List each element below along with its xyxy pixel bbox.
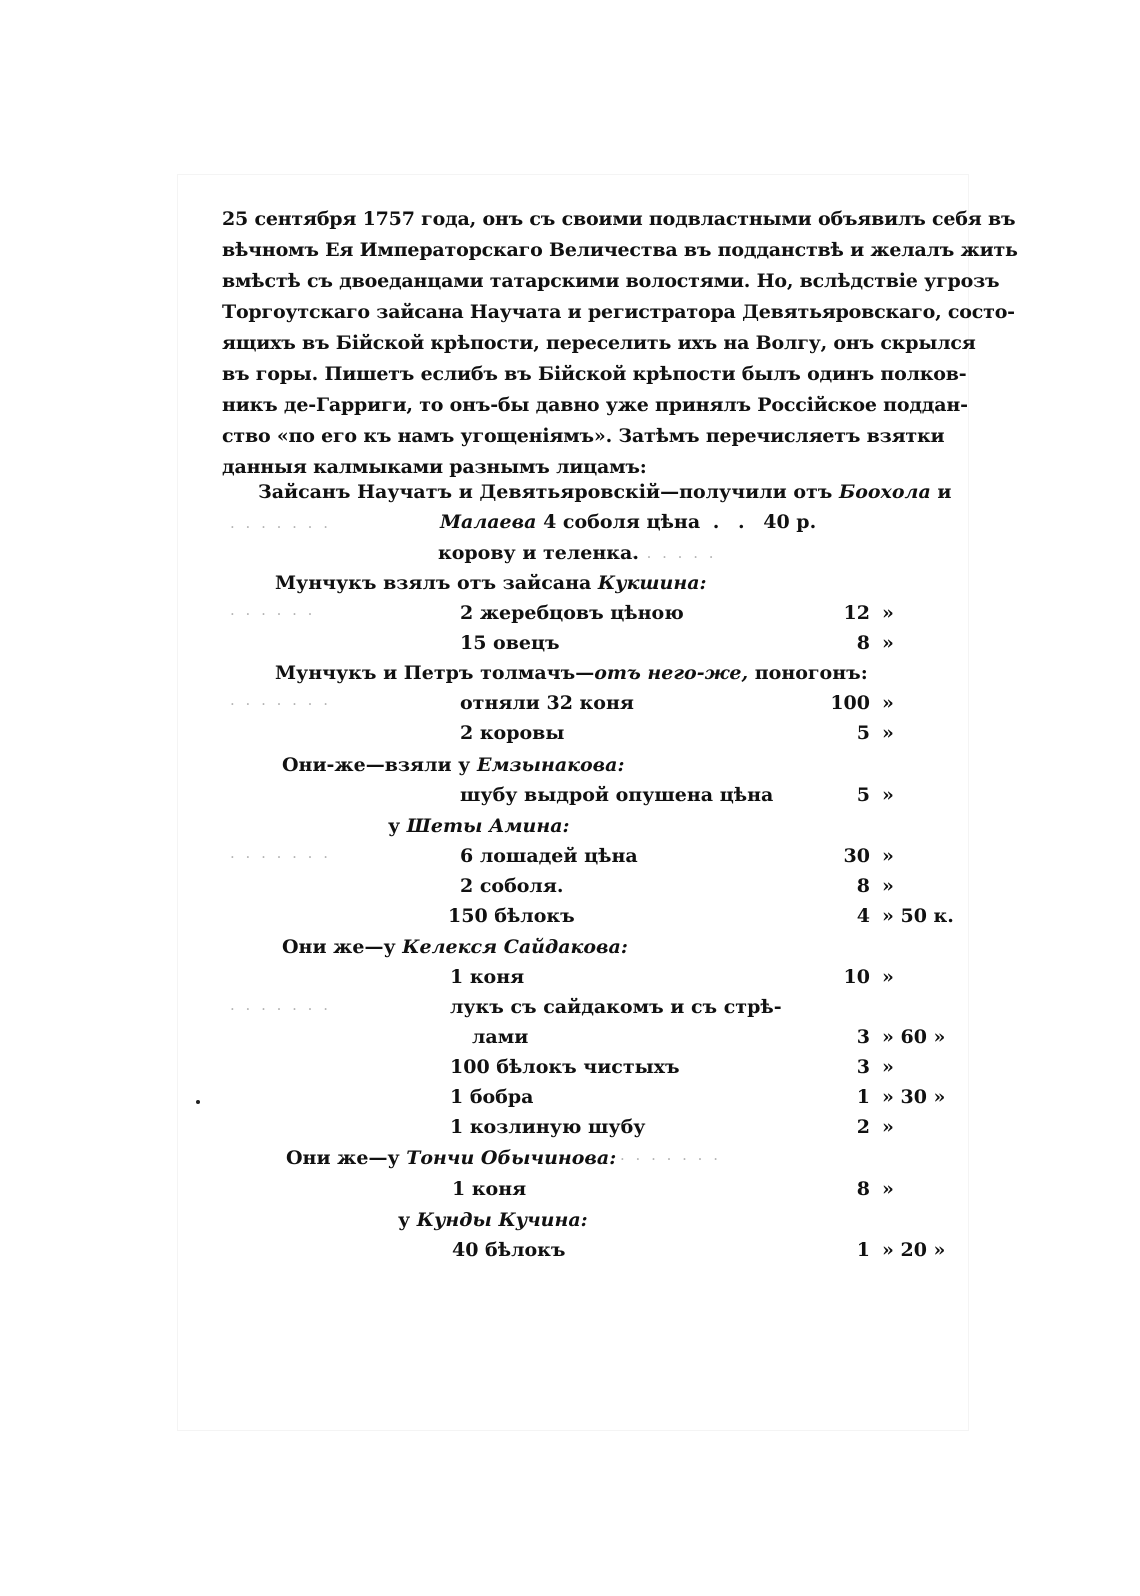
entry-header: [258, 477, 952, 507]
item-name: 15 овецъ: [460, 632, 560, 654]
ledger-row: [0, 780, 1140, 810]
ledger-row: [0, 992, 1140, 1022]
item-unit: » 50 к.: [882, 905, 954, 927]
entry-person: Емзынакова:: [476, 754, 625, 776]
entry-text: у: [398, 1209, 417, 1231]
item-value: 5: [856, 722, 870, 744]
ledger-row: [0, 1112, 1140, 1142]
entry-text: Мунчукъ и Петръ толмачъ—: [275, 662, 595, 684]
entry-header: [275, 658, 868, 688]
entry-header: [286, 1143, 616, 1173]
item-name: 150 бѣлокъ: [448, 905, 575, 927]
item-unit: »: [882, 602, 894, 624]
entry-person: Боохола: [838, 481, 931, 503]
paragraph-line: вмѣстѣ съ двоеданцами татарскими волостями. Но, вслѣдствіе угрозъ: [222, 270, 1000, 292]
ink-speck: [196, 1100, 200, 1104]
entry-text: 4 соболя цѣна: [536, 511, 701, 533]
item-unit: »: [882, 1056, 894, 1078]
entry-person: Тончи Обычинова:: [406, 1147, 617, 1169]
item-unit: »: [882, 692, 894, 714]
entry-person: Кукшина:: [597, 572, 707, 594]
ledger-row: [0, 718, 1140, 748]
item-value: 1: [856, 1086, 870, 1108]
item-name: 1 коня: [450, 966, 525, 988]
paragraph-line: никъ де-Гарриги, то онъ-бы давно уже принялъ Россійское поддан-: [222, 394, 968, 416]
paragraph-line: ство «по его къ намъ угощеніямъ». Затѣмъ перечисляетъ взятки: [222, 425, 945, 447]
ledger-row: [0, 871, 1140, 901]
ledger-row: [0, 688, 1140, 718]
item-unit: »: [882, 1178, 894, 1200]
entry-text: поногонъ:: [748, 662, 868, 684]
paragraph-line: ящихъ въ Бійской крѣпости, переселить ихъ на Волгу, онъ скрылся: [222, 332, 976, 354]
entry-person: Малаева: [440, 511, 537, 533]
item-unit: »: [882, 722, 894, 744]
item-name: 40 бѣлокъ: [452, 1239, 566, 1261]
item-name: 2 соболя.: [460, 875, 564, 897]
ledger-row: [0, 628, 1140, 658]
item-value: 10: [843, 966, 870, 988]
bleed-through: · · · · · · ·: [230, 1000, 331, 1018]
bleed-through: · · · · · ·: [230, 605, 316, 623]
item-value: 8: [856, 875, 870, 897]
entry-line: Малаева 4 соболя цѣна . . 40 р.: [440, 511, 817, 533]
entry-text: и: [930, 481, 952, 503]
entry-header: [282, 750, 624, 780]
entry-text: Мунчукъ взялъ отъ зайсана: [275, 572, 598, 594]
entry-text: у: [388, 815, 407, 837]
item-unit: »: [882, 784, 894, 806]
paragraph-line: данныя калмыками разнымъ лицамъ:: [222, 456, 647, 478]
item-value: 8: [856, 632, 870, 654]
item-name: лукъ съ сайдакомъ и съ стрѣ-: [450, 996, 782, 1018]
ledger-row: [0, 598, 1140, 628]
item-unit: »: [882, 845, 894, 867]
item-value: 5: [856, 784, 870, 806]
bleed-through: · · · · · · ·: [230, 695, 331, 713]
paragraph-line: 25 сентября 1757 года, онъ съ своими подвластными объявилъ себя въ: [222, 208, 1016, 230]
item-value: 8: [856, 1178, 870, 1200]
item-name: 2 коровы: [460, 722, 565, 744]
item-value: 3: [856, 1056, 870, 1078]
entry-person: Кунды Кучина:: [416, 1209, 588, 1231]
item-name: отняли 32 коня: [460, 692, 634, 714]
entry-text: Они-же—взяли у: [282, 754, 477, 776]
entry-header: [275, 568, 707, 598]
ledger-row: [0, 962, 1140, 992]
item-name: 6 лошадей цѣна: [460, 845, 638, 867]
bleed-through: · · · · · · · ·: [600, 548, 717, 566]
item-name: 1 козлиную шубу: [450, 1116, 646, 1138]
entry-person: отъ него-же,: [594, 662, 749, 684]
entry-text: корову и теленка.: [438, 542, 639, 564]
entry-text: Зайсанъ Научатъ и Девятьяровскій—получили отъ: [258, 481, 839, 503]
paragraph-line: вѣчномъ Ея Императорскаго Величества въ подданствѣ и желалъ жить: [222, 239, 1018, 261]
item-value: 3: [856, 1026, 870, 1048]
ledger-row: [0, 901, 1140, 931]
item-unit: » 60 »: [882, 1026, 946, 1048]
item-value: 100: [830, 692, 870, 714]
ledger-row: [0, 1174, 1140, 1204]
item-value: 4: [856, 905, 870, 927]
item-name: 1 бобра: [450, 1086, 534, 1108]
ledger-row: [0, 1022, 1140, 1052]
ledger-row: [0, 1082, 1140, 1112]
ledger-row: [0, 1235, 1140, 1265]
entry-person: Келекся Сайдакова:: [402, 936, 628, 958]
item-name: 100 бѣлокъ чистыхъ: [450, 1056, 680, 1078]
paragraph-line: Торгоутскаго зайсана Научата и регистратора Девятьяровскаго, состо-: [222, 301, 1015, 323]
entry-header: [388, 811, 570, 841]
bleed-through: · · · · · · ·: [230, 518, 331, 536]
ledger-row: [0, 841, 1140, 871]
entry-text: Они же—у: [286, 1147, 407, 1169]
entry-text: Они же—у: [282, 936, 403, 958]
item-name: лами: [472, 1026, 529, 1048]
bleed-through: · · · · · · ·: [620, 1150, 721, 1168]
item-unit: »: [882, 1116, 894, 1138]
item-value: 1: [856, 1239, 870, 1261]
entry-header: [282, 932, 628, 962]
entry-value: 40 р.: [763, 511, 817, 533]
item-unit: »: [882, 632, 894, 654]
item-unit: »: [882, 875, 894, 897]
ledger-row: [0, 1052, 1140, 1082]
item-unit: » 30 »: [882, 1086, 946, 1108]
item-name: 1 коня: [452, 1178, 527, 1200]
item-value: 30: [843, 845, 870, 867]
item-name: 2 жеребцовъ цѣною: [460, 602, 684, 624]
item-value: 2: [856, 1116, 870, 1138]
entry-header: [398, 1205, 588, 1235]
item-unit: »: [882, 966, 894, 988]
paragraph-line: въ горы. Пишетъ еслибъ въ Бійской крѣпости былъ одинъ полков-: [222, 363, 967, 385]
bleed-through: · · · · · · ·: [230, 848, 331, 866]
item-unit: » 20 »: [882, 1239, 946, 1261]
entry-person: Шеты Амина:: [406, 815, 570, 837]
body-paragraph: [222, 204, 1018, 483]
item-name: шубу выдрой опушена цѣна: [460, 784, 774, 806]
item-value: 12: [843, 602, 870, 624]
